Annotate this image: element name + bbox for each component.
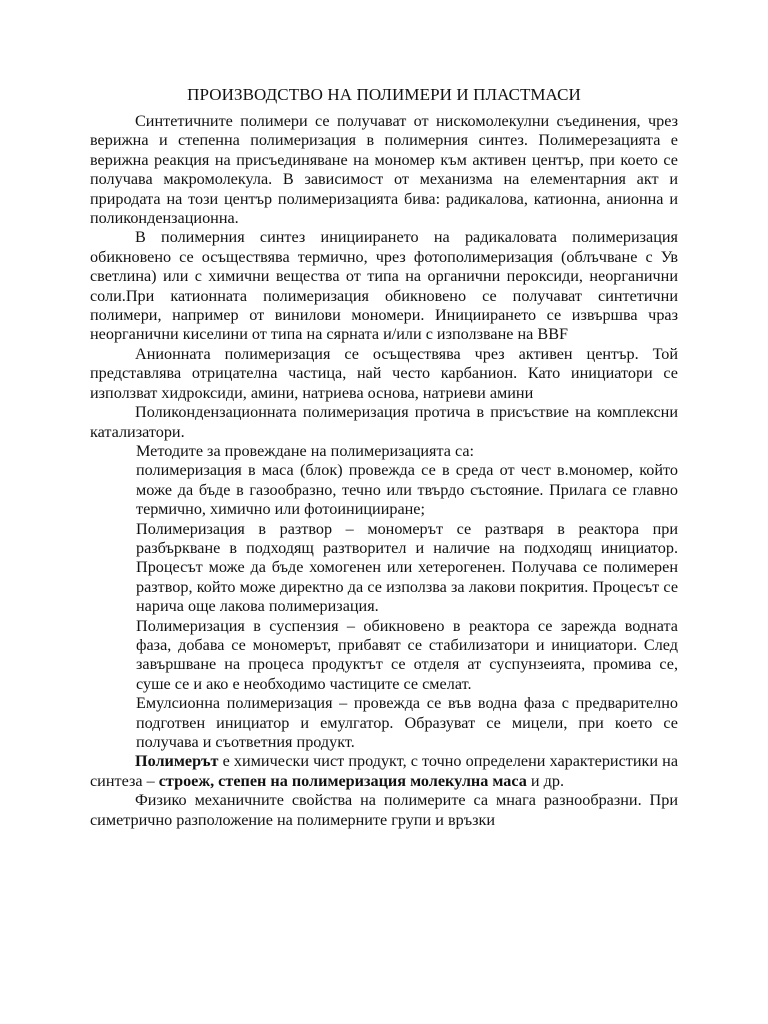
paragraph-mechanical-properties: Физико механичните свойства на полимерите са мнага разнообразни. При симетрично разположение на полимерните групи и връзки	[90, 791, 678, 829]
method-emulsion: Емулсионна полимеризация – провежда се във водна фаза с предварително подготвен инициатор и емулгатор. Образуват се мицели, при което се получава и съответния продукт.	[136, 694, 678, 751]
paragraph-polycondensation: Поликондензационната полимеризация протича в присъствие на комплексни катализатори.	[90, 403, 678, 441]
paragraph-radical-polymerization: В полимерния синтез инициирането на радикаловата полимеризация обикновено се осъществява термично, чрез фотополимеризация (облъчване с Ув светлина) или с химични вещества от типа на органични пероксиди, неорганични соли.При катионната полимеризация обикновено се получават синтетични полимери, например от винилови мономери. Инициирането се извършва чраз неорганични киселини от типа на сярната и/или с използване на ВВF	[90, 228, 678, 344]
polymer-characteristics: строеж, степен на полимеризация молекулна маса	[158, 771, 527, 790]
method-bulk: полимеризация в маса (блок) провежда се в среда от чест в.мономер, който може да бъде в газообразно, течно или твърдо състояние. Прилага се главно термично, химично или фотоиницииране;	[136, 461, 678, 519]
polymer-definition-text: е химически чист продукт, с точно определени характеристики на синтеза –	[90, 752, 678, 790]
paragraph-anionic-polymerization: Анионната полимеризация се осъществява чрез активен център. Той представлява отрицателна частица, най често карбанион. Като инициатори се използват хидроксиди, амини, натриева основа, натриеви амини	[90, 344, 678, 402]
method-suspension: Полимеризация в суспензия – обикновено в реактора се зарежда водната фаза, добава се мономерът, прибавят се стабилизатори и инициатори. След завършване на процеса продуктът се отделя ат суспунзеията, промива се, суше се и ако е необходимо частиците се смелат.	[136, 616, 678, 693]
document-title: ПРОИЗВОДСТВО НА ПОЛИМЕРИ И ПЛАСТМАСИ	[187, 85, 581, 104]
method-solution: Полимеризация в разтвор – мономерът се разтваря в реактора при разбъркване в подходящ разтворител и наличие на подходящ инициатор. Процесът може да бъде хомогенен или хетерогенен. Получава се полимерен разтвор, който може директно да се използва за лакови покрития. Процесът се нарича още лакова полимеризация.	[136, 519, 678, 616]
paragraph-polymer-definition	[90, 752, 678, 791]
term-polymer: Полимерът	[135, 752, 219, 771]
paragraph-methods-intro: Методите за провеждане на полимеризацията са:	[136, 441, 475, 460]
paragraph-synthetic-polymers: Синтетичните полимери се получават от нискомолекулни съединения, чрез верижна и степенна полимеризация в полимерния синтез. Полимерезацията е верижна реакция на присъединяване на мономер към активен център, при което се получава макромолекула. В зависимост от механизма на елементарния акт и природата на този център полимеризацията бива: радикалова, катионна, анионна и поликондензационна.	[90, 112, 678, 228]
polymer-definition-end: и др.	[526, 771, 564, 790]
